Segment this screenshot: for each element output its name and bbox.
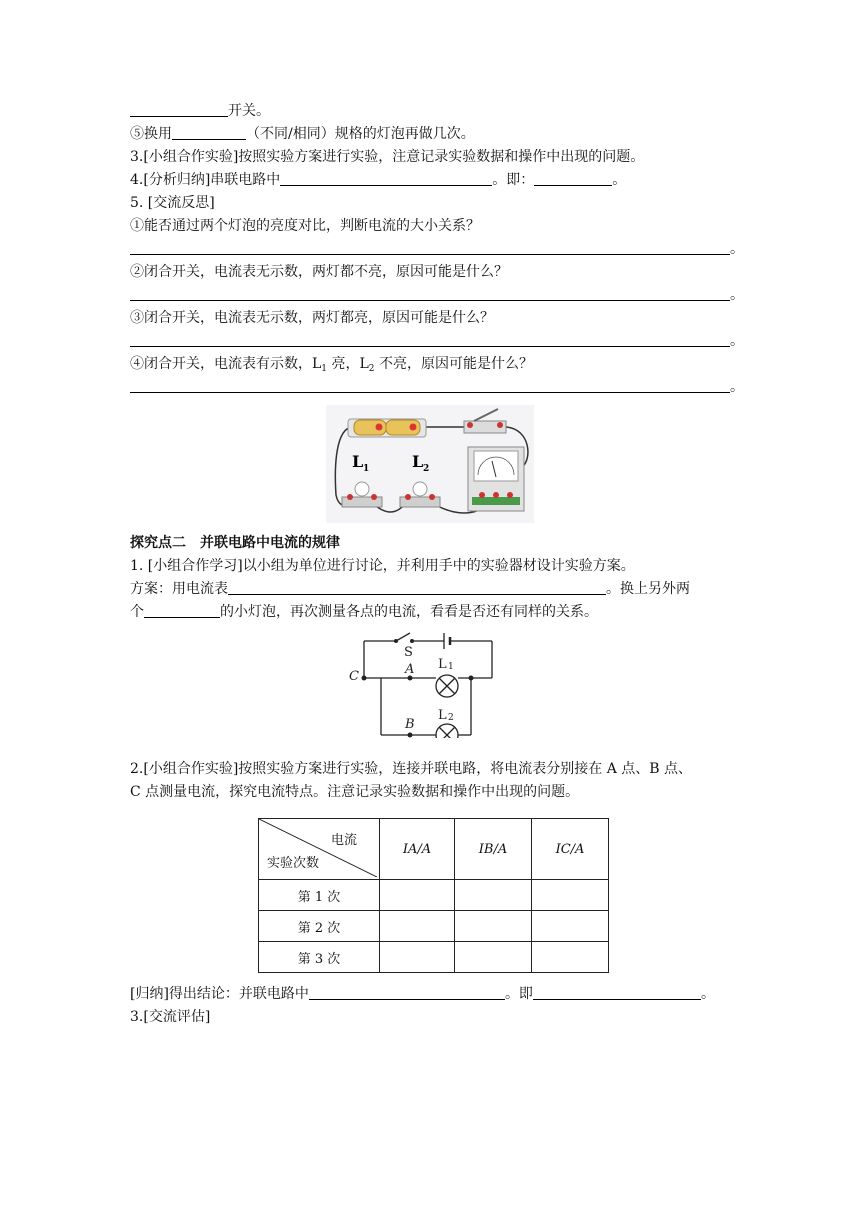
answer-line: 。 <box>130 376 740 399</box>
label-s: S <box>404 645 413 660</box>
label-l1: L <box>438 657 447 672</box>
row-label: 第 1 次 <box>259 880 380 911</box>
table-cell[interactable] <box>532 942 609 973</box>
label-l2: L <box>438 708 447 723</box>
table-cell[interactable] <box>455 911 532 942</box>
line-step2a: 2.[小组合作实验]按照实验方案进行实验，连接并联电路，将电流表分别接在 A 点、B 点、 <box>130 761 693 777</box>
label-c: C <box>349 669 359 684</box>
question-3: ③闭合开关，电流表无示数，两灯都亮，原因可能是什么？ <box>130 310 494 326</box>
label-b: B <box>405 717 415 732</box>
corner-label-trials: 实验次数 <box>267 856 320 871</box>
fill-blank[interactable] <box>533 983 701 1000</box>
svg-text:2: 2 <box>423 464 430 474</box>
answer-line: 。 <box>130 238 740 261</box>
section-2-step2 <box>130 758 740 804</box>
fill-blank[interactable] <box>309 983 505 1000</box>
table-cell[interactable] <box>455 880 532 911</box>
question-1: ①能否通过两个灯泡的亮度对比，判断电流的大小关系？ <box>130 218 480 234</box>
fill-blank[interactable] <box>228 578 606 595</box>
corner-cell <box>259 819 380 880</box>
table-cell[interactable] <box>380 880 455 911</box>
line-switch: 开关。 <box>130 100 740 123</box>
table-cell[interactable] <box>532 880 609 911</box>
svg-text:2: 2 <box>448 713 454 723</box>
line-conclusion: [归纳]得出结论：并联电路中 。即 。 <box>130 983 740 1006</box>
fill-blank[interactable] <box>130 100 228 117</box>
fill-blank[interactable] <box>172 123 246 140</box>
series-circuit-photo <box>326 405 534 523</box>
line-step2b: C 点测量电流，探究电流特点。注意记录实验数据和操作中出现的问题。 <box>130 784 580 800</box>
question-2: ②闭合开关，电流表无示数，两灯都不亮，原因可能是什么？ <box>130 264 508 280</box>
col-header-ia: IA/A <box>380 819 455 880</box>
answer-line: 。 <box>130 284 740 307</box>
parallel-circuit-diagram <box>346 628 496 738</box>
answer-line: 。 <box>130 330 740 353</box>
answer-rule[interactable] <box>130 378 730 393</box>
answer-rule[interactable] <box>130 332 730 347</box>
fill-blank[interactable] <box>534 169 612 186</box>
svg-text:1: 1 <box>448 662 454 672</box>
line-2-1: 1. [小组合作学习]以小组为单位进行讨论，并利用手中的实验器材设计实验方案。 <box>130 558 635 574</box>
answer-rule[interactable] <box>130 240 730 255</box>
row-label: 第 3 次 <box>259 942 380 973</box>
fill-blank[interactable] <box>280 169 492 186</box>
section-title: 探究点二 并联电路中电流的规律 <box>130 535 340 551</box>
lamp-label-l2: L <box>412 452 424 471</box>
answer-rule[interactable] <box>130 286 730 301</box>
line-step4: 4.[分析归纳]串联电路中 。即： 。 <box>130 169 740 192</box>
lamp-label-l1: L <box>352 452 364 471</box>
section-2 <box>130 532 740 624</box>
line-replace-bulb: ⑤换用 （不同/相同）规格的灯泡再做几次。 <box>130 123 740 146</box>
worksheet <box>130 100 744 399</box>
row-label: 第 2 次 <box>259 911 380 942</box>
line-step3-eval: 3.[交流评估] <box>130 1009 211 1025</box>
line-plan: 方案：用电流表 。换上另外两 <box>130 578 740 601</box>
question-4: ④闭合开关，电流表有示数，$L_1$ 亮，$L_2$ 不亮，原因可能是什么？ <box>130 356 533 374</box>
col-header-ib: IB/A <box>455 819 532 880</box>
corner-label-current: 电流 <box>330 833 357 848</box>
table-cell[interactable] <box>532 911 609 942</box>
line-plan-cont: 个 的小灯泡，再次测量各点的电流，看看是否还有同样的关系。 <box>130 601 740 624</box>
svg-text:1: 1 <box>363 464 370 474</box>
conclusion-section <box>130 983 740 1029</box>
col-header-ic: IC/A <box>532 819 609 880</box>
line-step3: 3.[小组合作实验]按照实验方案进行实验，注意记录实验数据和操作中出现的问题。 <box>130 149 645 165</box>
data-table <box>258 818 609 973</box>
table-cell[interactable] <box>380 911 455 942</box>
table-cell[interactable] <box>455 942 532 973</box>
table-cell[interactable] <box>380 942 455 973</box>
label-a: A <box>405 662 415 677</box>
fill-blank[interactable] <box>144 601 220 618</box>
line-step5: 5. [交流反思] <box>130 195 215 211</box>
